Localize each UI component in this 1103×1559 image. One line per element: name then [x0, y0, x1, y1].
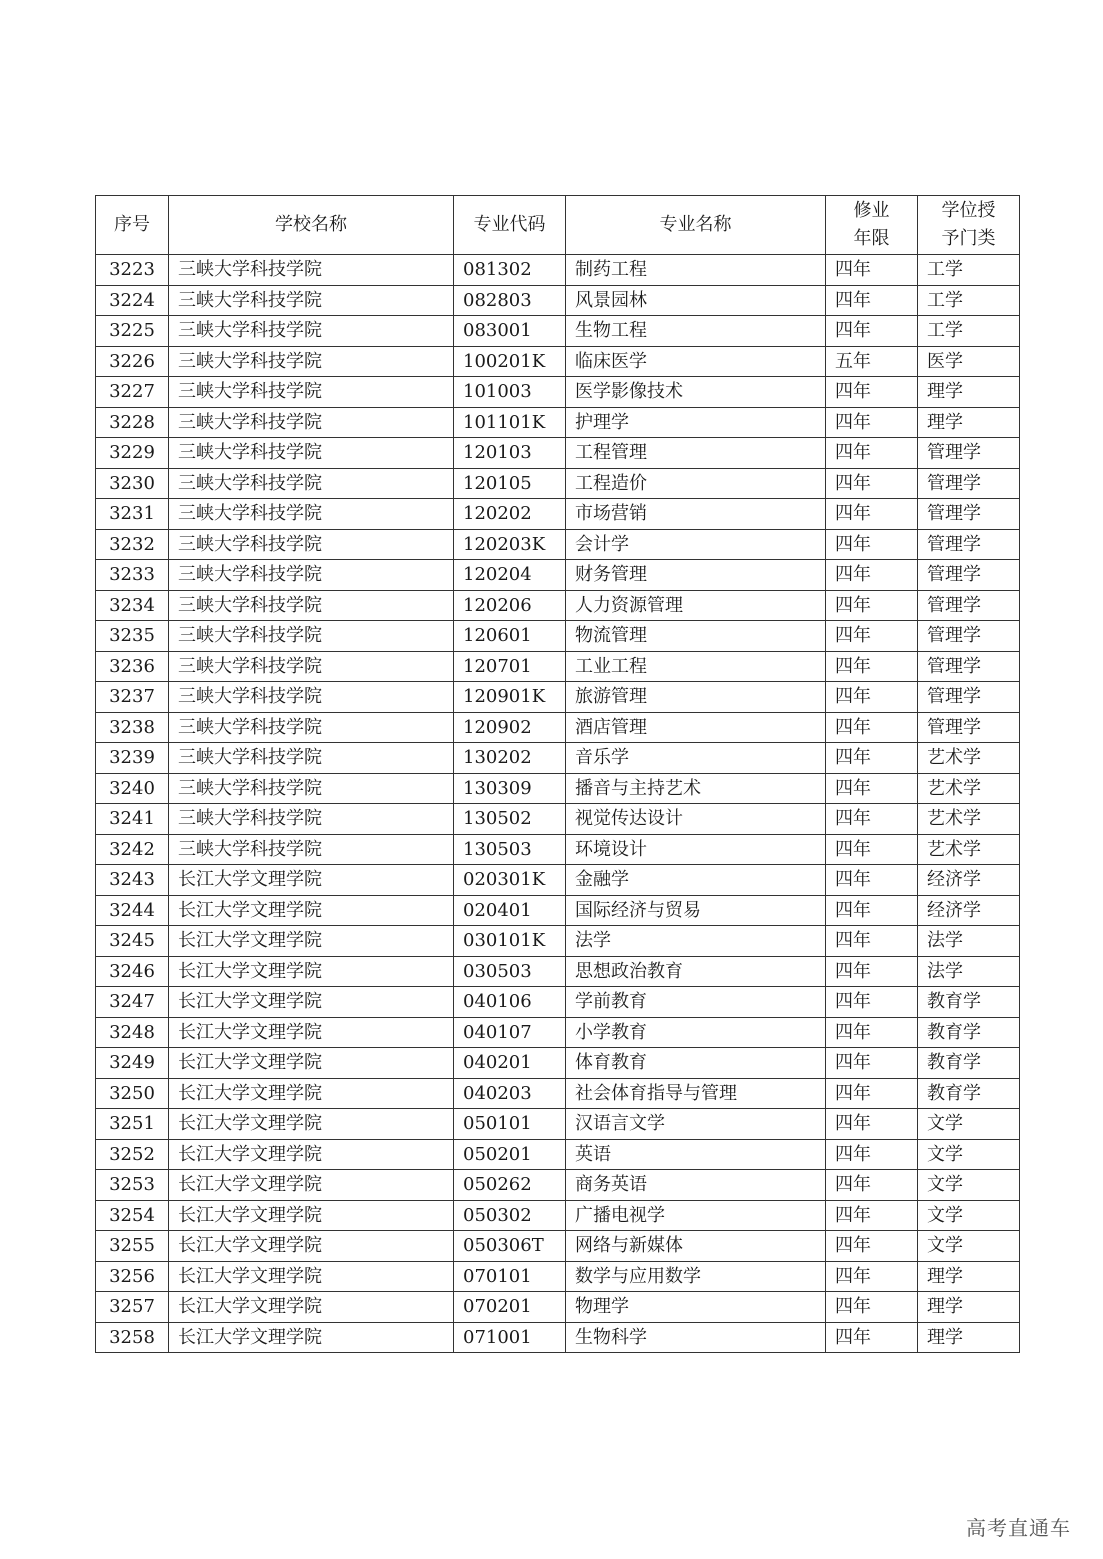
cell-school: 长江大学文理学院: [169, 956, 454, 987]
cell-school: 长江大学文理学院: [169, 1170, 454, 1201]
table-row: [96, 1292, 1020, 1323]
cell-code: 120202: [454, 499, 566, 530]
cell-duration: 四年: [826, 1292, 918, 1323]
cell-duration: 四年: [826, 804, 918, 835]
cell-school: 长江大学文理学院: [169, 1292, 454, 1323]
cell-school: 三峡大学科技学院: [169, 285, 454, 316]
table-row: [96, 529, 1020, 560]
cell-duration: 四年: [826, 1139, 918, 1170]
cell-duration: 四年: [826, 1322, 918, 1353]
cell-duration: 四年: [826, 407, 918, 438]
cell-duration: 四年: [826, 743, 918, 774]
cell-seq: 3240: [96, 773, 169, 804]
cell-degree: 理学: [918, 1292, 1020, 1323]
cell-degree: 管理学: [918, 682, 1020, 713]
cell-degree: 医学: [918, 346, 1020, 377]
header-major: 专业名称: [566, 196, 826, 255]
cell-seq: 3225: [96, 316, 169, 347]
cell-major: 风景园林: [566, 285, 826, 316]
cell-duration: 五年: [826, 346, 918, 377]
cell-major: 国际经济与贸易: [566, 895, 826, 926]
cell-school: 长江大学文理学院: [169, 865, 454, 896]
cell-seq: 3254: [96, 1200, 169, 1231]
table-row: [96, 1017, 1020, 1048]
cell-duration: 四年: [826, 377, 918, 408]
cell-duration: 四年: [826, 1170, 918, 1201]
cell-code: 120103: [454, 438, 566, 469]
cell-degree: 管理学: [918, 590, 1020, 621]
cell-degree: 文学: [918, 1139, 1020, 1170]
cell-major: 广播电视学: [566, 1200, 826, 1231]
cell-seq: 3229: [96, 438, 169, 469]
cell-degree: 教育学: [918, 1017, 1020, 1048]
cell-seq: 3237: [96, 682, 169, 713]
header-degree-line-1: 学位授: [941, 200, 996, 221]
cell-school: 长江大学文理学院: [169, 1200, 454, 1231]
cell-school: 长江大学文理学院: [169, 1078, 454, 1109]
cell-code: 120206: [454, 590, 566, 621]
table-row: [96, 316, 1020, 347]
cell-code: 120204: [454, 560, 566, 591]
cell-degree: 文学: [918, 1231, 1020, 1262]
cell-code: 050262: [454, 1170, 566, 1201]
table-row: [96, 1139, 1020, 1170]
table-row: [96, 560, 1020, 591]
cell-duration: 四年: [826, 255, 918, 286]
cell-school: 长江大学文理学院: [169, 1322, 454, 1353]
table-row: [96, 499, 1020, 530]
cell-major: 工程造价: [566, 468, 826, 499]
cell-major: 小学教育: [566, 1017, 826, 1048]
cell-major: 物理学: [566, 1292, 826, 1323]
cell-degree: 法学: [918, 956, 1020, 987]
cell-duration: 四年: [826, 438, 918, 469]
cell-degree: 管理学: [918, 560, 1020, 591]
cell-code: 082803: [454, 285, 566, 316]
cell-seq: 3230: [96, 468, 169, 499]
cell-degree: 教育学: [918, 1078, 1020, 1109]
cell-duration: 四年: [826, 834, 918, 865]
cell-code: 120601: [454, 621, 566, 652]
table-header-row: [96, 196, 1020, 255]
cell-degree: 工学: [918, 285, 1020, 316]
cell-seq: 3224: [96, 285, 169, 316]
cell-major: 播音与主持艺术: [566, 773, 826, 804]
table-row: [96, 956, 1020, 987]
cell-code: 071001: [454, 1322, 566, 1353]
cell-school: 三峡大学科技学院: [169, 255, 454, 286]
cell-major: 体育教育: [566, 1048, 826, 1079]
cell-seq: 3244: [96, 895, 169, 926]
cell-degree: 管理学: [918, 712, 1020, 743]
cell-major: 制药工程: [566, 255, 826, 286]
cell-code: 130502: [454, 804, 566, 835]
cell-seq: 3258: [96, 1322, 169, 1353]
cell-major: 酒店管理: [566, 712, 826, 743]
cell-degree: 管理学: [918, 499, 1020, 530]
table-row: [96, 712, 1020, 743]
cell-seq: 3256: [96, 1261, 169, 1292]
cell-duration: 四年: [826, 651, 918, 682]
table-row: [96, 834, 1020, 865]
cell-school: 长江大学文理学院: [169, 1261, 454, 1292]
cell-school: 长江大学文理学院: [169, 1109, 454, 1140]
cell-code: 050201: [454, 1139, 566, 1170]
cell-school: 三峡大学科技学院: [169, 834, 454, 865]
cell-seq: 3257: [96, 1292, 169, 1323]
cell-degree: 经济学: [918, 865, 1020, 896]
cell-major: 生物科学: [566, 1322, 826, 1353]
cell-seq: 3239: [96, 743, 169, 774]
cell-degree: 理学: [918, 407, 1020, 438]
cell-code: 101003: [454, 377, 566, 408]
cell-duration: 四年: [826, 1078, 918, 1109]
table-row: [96, 1170, 1020, 1201]
cell-seq: 3227: [96, 377, 169, 408]
cell-degree: 管理学: [918, 529, 1020, 560]
cell-duration: 四年: [826, 926, 918, 957]
cell-school: 三峡大学科技学院: [169, 743, 454, 774]
cell-duration: 四年: [826, 1017, 918, 1048]
cell-code: 050306T: [454, 1231, 566, 1262]
cell-major: 物流管理: [566, 621, 826, 652]
cell-seq: 3233: [96, 560, 169, 591]
cell-duration: 四年: [826, 316, 918, 347]
table-row: [96, 804, 1020, 835]
table-row: [96, 346, 1020, 377]
cell-degree: 管理学: [918, 468, 1020, 499]
cell-major: 英语: [566, 1139, 826, 1170]
cell-seq: 3241: [96, 804, 169, 835]
cell-code: 030503: [454, 956, 566, 987]
table-row: [96, 1200, 1020, 1231]
cell-seq: 3250: [96, 1078, 169, 1109]
cell-seq: 3226: [96, 346, 169, 377]
cell-code: 050302: [454, 1200, 566, 1231]
cell-major: 视觉传达设计: [566, 804, 826, 835]
cell-code: 100201K: [454, 346, 566, 377]
cell-code: 040106: [454, 987, 566, 1018]
cell-school: 三峡大学科技学院: [169, 560, 454, 591]
cell-duration: 四年: [826, 285, 918, 316]
cell-degree: 教育学: [918, 1048, 1020, 1079]
cell-seq: 3252: [96, 1139, 169, 1170]
header-duration: [826, 196, 918, 255]
cell-major: 工业工程: [566, 651, 826, 682]
cell-school: 长江大学文理学院: [169, 987, 454, 1018]
cell-degree: 管理学: [918, 651, 1020, 682]
cell-major: 旅游管理: [566, 682, 826, 713]
cell-seq: 3242: [96, 834, 169, 865]
cell-degree: 理学: [918, 1322, 1020, 1353]
cell-major: 市场营销: [566, 499, 826, 530]
cell-duration: 四年: [826, 499, 918, 530]
table-row: [96, 255, 1020, 286]
cell-school: 长江大学文理学院: [169, 1139, 454, 1170]
cell-degree: 管理学: [918, 621, 1020, 652]
header-duration-line-2: 年限: [853, 228, 890, 249]
cell-duration: 四年: [826, 621, 918, 652]
cell-school: 三峡大学科技学院: [169, 590, 454, 621]
cell-duration: 四年: [826, 712, 918, 743]
cell-school: 三峡大学科技学院: [169, 773, 454, 804]
cell-degree: 理学: [918, 1261, 1020, 1292]
table-row: [96, 621, 1020, 652]
cell-duration: 四年: [826, 529, 918, 560]
cell-degree: 艺术学: [918, 773, 1020, 804]
cell-school: 三峡大学科技学院: [169, 712, 454, 743]
cell-seq: 3253: [96, 1170, 169, 1201]
cell-major: 社会体育指导与管理: [566, 1078, 826, 1109]
cell-major: 医学影像技术: [566, 377, 826, 408]
cell-school: 长江大学文理学院: [169, 1017, 454, 1048]
table-row: [96, 651, 1020, 682]
cell-duration: 四年: [826, 1261, 918, 1292]
cell-school: 三峡大学科技学院: [169, 529, 454, 560]
cell-degree: 工学: [918, 255, 1020, 286]
cell-degree: 教育学: [918, 987, 1020, 1018]
cell-degree: 艺术学: [918, 834, 1020, 865]
cell-seq: 3248: [96, 1017, 169, 1048]
cell-major: 护理学: [566, 407, 826, 438]
cell-code: 040201: [454, 1048, 566, 1079]
cell-duration: 四年: [826, 1231, 918, 1262]
cell-degree: 艺术学: [918, 743, 1020, 774]
cell-seq: 3231: [96, 499, 169, 530]
cell-seq: 3234: [96, 590, 169, 621]
cell-seq: 3236: [96, 651, 169, 682]
cell-duration: 四年: [826, 1109, 918, 1140]
cell-degree: 文学: [918, 1109, 1020, 1140]
cell-code: 130309: [454, 773, 566, 804]
cell-degree: 工学: [918, 316, 1020, 347]
cell-school: 三峡大学科技学院: [169, 377, 454, 408]
table-row: [96, 1048, 1020, 1079]
cell-code: 020301K: [454, 865, 566, 896]
cell-code: 120203K: [454, 529, 566, 560]
cell-code: 130202: [454, 743, 566, 774]
header-code: 专业代码: [454, 196, 566, 255]
cell-seq: 3223: [96, 255, 169, 286]
cell-duration: 四年: [826, 1048, 918, 1079]
cell-code: 081302: [454, 255, 566, 286]
cell-major: 汉语言文学: [566, 1109, 826, 1140]
cell-seq: 3243: [96, 865, 169, 896]
cell-school: 三峡大学科技学院: [169, 651, 454, 682]
cell-school: 三峡大学科技学院: [169, 346, 454, 377]
cell-seq: 3232: [96, 529, 169, 560]
cell-major: 临床医学: [566, 346, 826, 377]
cell-school: 三峡大学科技学院: [169, 407, 454, 438]
cell-seq: 3249: [96, 1048, 169, 1079]
cell-seq: 3247: [96, 987, 169, 1018]
cell-code: 070201: [454, 1292, 566, 1323]
cell-major: 音乐学: [566, 743, 826, 774]
cell-major: 商务英语: [566, 1170, 826, 1201]
table-row: [96, 438, 1020, 469]
cell-duration: 四年: [826, 773, 918, 804]
cell-major: 财务管理: [566, 560, 826, 591]
cell-seq: 3228: [96, 407, 169, 438]
cell-seq: 3235: [96, 621, 169, 652]
cell-major: 会计学: [566, 529, 826, 560]
cell-seq: 3246: [96, 956, 169, 987]
cell-code: 030101K: [454, 926, 566, 957]
cell-duration: 四年: [826, 468, 918, 499]
cell-code: 040107: [454, 1017, 566, 1048]
cell-code: 120901K: [454, 682, 566, 713]
cell-school: 三峡大学科技学院: [169, 621, 454, 652]
header-degree-line-2: 予门类: [941, 228, 996, 249]
cell-school: 三峡大学科技学院: [169, 682, 454, 713]
cell-code: 101101K: [454, 407, 566, 438]
cell-code: 020401: [454, 895, 566, 926]
cell-major: 思想政治教育: [566, 956, 826, 987]
cell-major: 工程管理: [566, 438, 826, 469]
cell-code: 040203: [454, 1078, 566, 1109]
cell-major: 金融学: [566, 865, 826, 896]
cell-school: 三峡大学科技学院: [169, 804, 454, 835]
cell-school: 长江大学文理学院: [169, 926, 454, 957]
table-row: [96, 987, 1020, 1018]
cell-duration: 四年: [826, 560, 918, 591]
cell-seq: 3251: [96, 1109, 169, 1140]
cell-degree: 文学: [918, 1170, 1020, 1201]
table-row: [96, 1231, 1020, 1262]
cell-duration: 四年: [826, 895, 918, 926]
header-seq: 序号: [96, 196, 169, 255]
table-body: [96, 255, 1020, 1353]
cell-school: 三峡大学科技学院: [169, 499, 454, 530]
cell-school: 长江大学文理学院: [169, 1048, 454, 1079]
header-school: 学校名称: [169, 196, 454, 255]
table-row: [96, 1109, 1020, 1140]
cell-major: 生物工程: [566, 316, 826, 347]
cell-degree: 艺术学: [918, 804, 1020, 835]
header-degree: [918, 196, 1020, 255]
cell-school: 长江大学文理学院: [169, 895, 454, 926]
cell-degree: 管理学: [918, 438, 1020, 469]
table-row: [96, 682, 1020, 713]
cell-degree: 理学: [918, 377, 1020, 408]
cell-major: 法学: [566, 926, 826, 957]
table-row: [96, 773, 1020, 804]
cell-code: 120701: [454, 651, 566, 682]
cell-duration: 四年: [826, 682, 918, 713]
header-duration-line-1: 修业: [853, 200, 890, 221]
table-row: [96, 590, 1020, 621]
cell-duration: 四年: [826, 865, 918, 896]
cell-degree: 经济学: [918, 895, 1020, 926]
table-row: [96, 285, 1020, 316]
majors-table: [95, 195, 1020, 1353]
cell-code: 130503: [454, 834, 566, 865]
cell-school: 三峡大学科技学院: [169, 316, 454, 347]
table-row: [96, 1078, 1020, 1109]
table-row: [96, 468, 1020, 499]
table-row: [96, 895, 1020, 926]
cell-duration: 四年: [826, 987, 918, 1018]
cell-major: 数学与应用数学: [566, 1261, 826, 1292]
cell-seq: 3238: [96, 712, 169, 743]
table-row: [96, 926, 1020, 957]
table-row: [96, 1322, 1020, 1353]
cell-major: 人力资源管理: [566, 590, 826, 621]
cell-major: 环境设计: [566, 834, 826, 865]
cell-school: 长江大学文理学院: [169, 1231, 454, 1262]
cell-major: 网络与新媒体: [566, 1231, 826, 1262]
watermark: 高考直通车: [966, 1516, 1071, 1540]
cell-duration: 四年: [826, 956, 918, 987]
cell-school: 三峡大学科技学院: [169, 438, 454, 469]
cell-school: 三峡大学科技学院: [169, 468, 454, 499]
cell-degree: 法学: [918, 926, 1020, 957]
cell-code: 120105: [454, 468, 566, 499]
cell-code: 050101: [454, 1109, 566, 1140]
cell-duration: 四年: [826, 590, 918, 621]
table-row: [96, 407, 1020, 438]
cell-code: 070101: [454, 1261, 566, 1292]
table-row: [96, 1261, 1020, 1292]
cell-degree: 文学: [918, 1200, 1020, 1231]
cell-major: 学前教育: [566, 987, 826, 1018]
cell-duration: 四年: [826, 1200, 918, 1231]
cell-seq: 3255: [96, 1231, 169, 1262]
cell-code: 120902: [454, 712, 566, 743]
table-row: [96, 377, 1020, 408]
table-row: [96, 865, 1020, 896]
table-row: [96, 743, 1020, 774]
cell-code: 083001: [454, 316, 566, 347]
cell-seq: 3245: [96, 926, 169, 957]
